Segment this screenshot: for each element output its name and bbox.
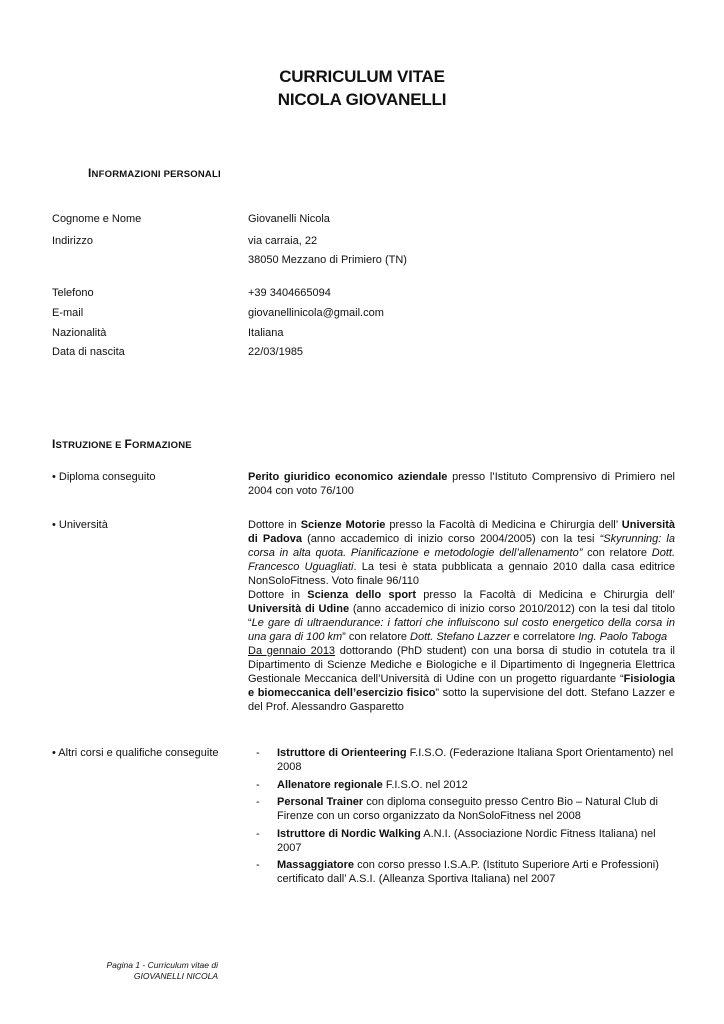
birth-date-value: 22/03/1985	[248, 346, 304, 358]
diploma-description: Perito giuridico economico aziendale presso l’Istituto Comprensivo di Primiero nel 2004 con voto 76/100	[248, 471, 676, 497]
nationality-label: Nazionalità	[52, 327, 107, 339]
birth-date-label: Data di nascita	[52, 346, 125, 358]
degree-padova: Dottore in Scienze Motorie presso la Facoltà di Medicina e Chirurgia dell’ Università di Padova (anno accademico di inizio corso 2004/2005) con la tesi “Skyrunning: la corsa in alta quota. Pianificazione e metodologie dell’allenamento” con relatore Dott. Francesco Uguagliati. La tesi è stata pubblicata a gennaio 2010 dalla casa editrice NonSoloFitness. Voto finale 96/110	[248, 519, 675, 587]
university-label: • Università	[52, 519, 108, 531]
address-line-2: 38050 Mezzano di Primiero (TN)	[248, 254, 407, 266]
email-value: giovanellinicola@gmail.com	[248, 307, 384, 319]
person-name-title: NICOLA GIOVANELLI	[277, 90, 447, 109]
page-footer	[100, 960, 218, 982]
list-item: - Personal Trainer con diploma conseguito presso Centro Bio – Natural Club di Firenze con un corso organizzato da NonSoloFitness nel 2008	[256, 795, 676, 823]
footer-line-2: GIOVANELLI NICOLA	[133, 971, 218, 981]
phone-label: Telefono	[52, 287, 94, 299]
personal-info-heading: INFORMAZIONI PERSONALI	[88, 166, 221, 180]
email-label: E-mail	[52, 307, 84, 319]
phd-description: Da gennaio 2013 dottorando (PhD student) con una borsa di studio in cotutela tra il Dipartimento di Scienze Mediche e Biologiche e il Dipartimento di Ingegneria Elettrica Gestionale Meccanica dell’Università di Udine con un progetto riguardante “Fisiologia e biomeccanica dell’esercizio fisico” sotto la supervisione del dott. Stefano Lazzer e del Prof. Alessandro Gasparetto	[248, 645, 676, 713]
document-title: CURRICULUM VITAE	[279, 67, 445, 86]
diploma-label: • Diploma conseguito	[52, 471, 156, 483]
list-item: - Massaggiatore con corso presso I.S.A.P. (Istituto Superiore Arti e Professioni) certificato dall’ A.S.I. (Alleanza Sportiva Italiana) nel 2007	[256, 858, 676, 886]
footer-line-1: Pagina 1 - Curriculum vitae di	[106, 960, 218, 970]
address-label: Indirizzo	[52, 235, 93, 247]
address-line-1: via carraia, 22	[248, 235, 318, 247]
list-item: - Istruttore di Nordic Walking A.N.I. (Associazione Nordic Fitness Italiana) nel 2007	[256, 827, 676, 855]
list-item: - Istruttore di Orienteering F.I.S.O. (Federazione Italiana Sport Orientamento) nel 2008	[256, 746, 676, 774]
education-heading: ISTRUZIONE E FORMAZIONE	[52, 437, 192, 451]
name-label: Cognome e Nome	[52, 213, 142, 225]
list-item: - Allenatore regionale F.I.S.O. nel 2012	[256, 778, 676, 792]
degree-udine: Dottore in Scienza dello sport presso la Facoltà di Medicina e Chirurgia dell’ Università di Udine (anno accademico di inizio corso 2010/2012) con la tesi dal titolo “Le gare di ultraendurance: i fattori che influiscono sul costo energetico della corsa in una gara di 100 km” con relatore Dott. Stefano Lazzer e correlatore Ing. Paolo Taboga	[248, 589, 676, 643]
phone-value: +39 3404665094	[248, 287, 331, 299]
name-value: Giovanelli Nicola	[248, 213, 330, 225]
university-description	[248, 518, 675, 714]
courses-label: • Altri corsi e qualifiche conseguite	[52, 747, 219, 759]
nationality-value: Italiana	[248, 327, 284, 339]
courses-list	[256, 746, 676, 890]
